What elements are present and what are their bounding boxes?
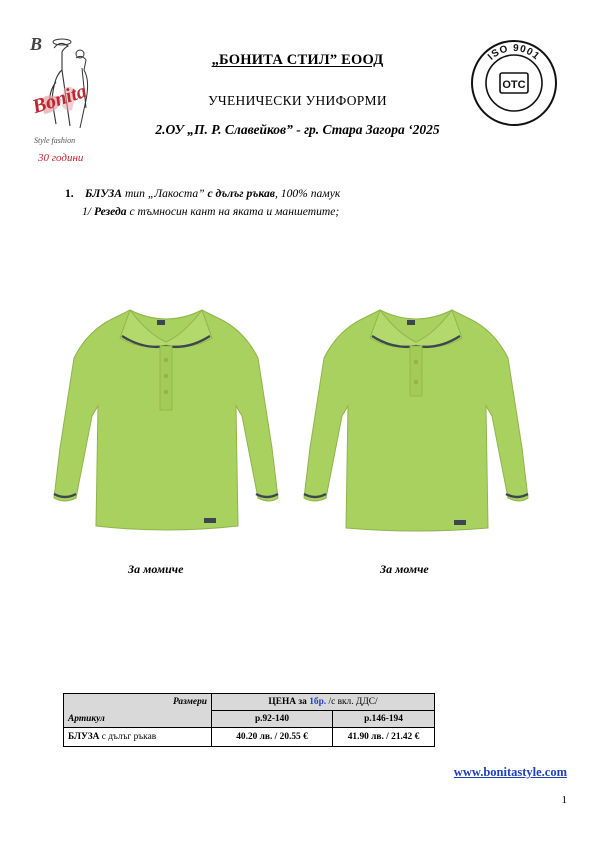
product-image-boy [302, 298, 530, 538]
item-variant [82, 205, 339, 218]
product-image-girl [52, 298, 280, 538]
row-price-2: 41.90 лв. / 21.42 € [333, 728, 435, 747]
size-col-2: р.146-194 [333, 711, 435, 728]
polo-shirt-girl-icon [52, 298, 280, 538]
price-qty: 1бр. [309, 697, 327, 707]
page-number: 1 [561, 794, 567, 806]
sizes-header: Размери [64, 694, 212, 711]
logo-subtext: Style fashion [34, 136, 76, 145]
table-row [64, 728, 435, 747]
svg-text:B: B [30, 34, 43, 54]
document-subtitle: УЧЕНИЧЕСКИ УНИФОРМИ [208, 93, 387, 108]
row-article-bold: БЛУЗА [68, 732, 100, 742]
school-line: 2.ОУ „П. Р. Славейков” - гр. Стара Загора ‘2025 [155, 122, 440, 137]
row-price-1: 40.20 лв. / 20.55 € [212, 728, 333, 747]
article-header: Артикул [64, 711, 212, 728]
item-material: , 100% памук [274, 187, 341, 200]
table-size-row [64, 711, 435, 728]
price-header [212, 694, 435, 711]
website-link[interactable]: www.bonitastyle.com [453, 765, 567, 779]
price-label-b: /с вкл. ДДС/ [328, 697, 378, 707]
row-article [64, 728, 212, 747]
logo-years: 30 години [38, 152, 84, 164]
variant-prefix: 1/ [82, 205, 92, 218]
caption-boy: За момче [380, 562, 429, 576]
price-label-a: ЦЕНА за [268, 697, 307, 707]
caption-girl: За момиче [128, 562, 184, 576]
row-article-rest: с дълъг ръкав [101, 732, 157, 742]
item-type-value: „Лакоста” [147, 187, 205, 200]
size-col-1: р.92-140 [212, 711, 333, 728]
variant-description: с тъмносин кант на яката и маншетите; [129, 205, 340, 218]
iso-text: ISO 9001 [485, 42, 542, 63]
company-name: „БОНИТА СТИЛ” ЕООД [211, 52, 384, 68]
item-heading [65, 187, 340, 200]
item-number: 1. [65, 187, 74, 200]
item-sleeve: с дълъг ръкав [207, 187, 275, 200]
variant-color: Резеда [93, 205, 127, 218]
polo-shirt-boy-icon [302, 298, 530, 538]
item-name: БЛУЗА [85, 187, 123, 200]
iso-mark: OTC [502, 79, 526, 91]
table-header-row [64, 694, 435, 711]
logo-brand: Bonita [29, 79, 90, 119]
item-type-prefix: тип [124, 187, 145, 200]
price-table [63, 693, 435, 747]
